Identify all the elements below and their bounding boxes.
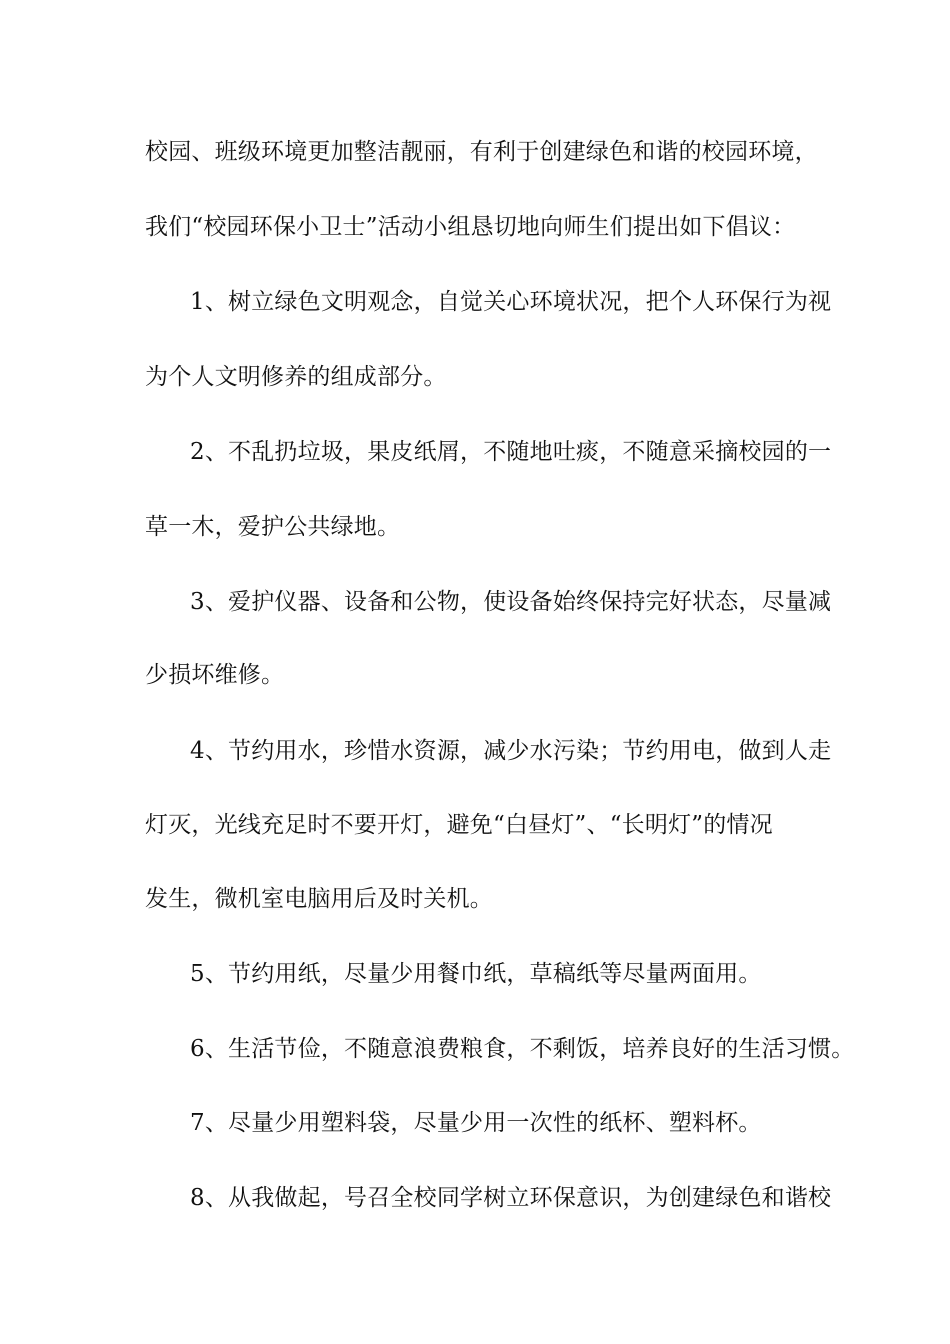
list-item-5-line: 5、节约用纸，尽量少用餐巾纸，草稿纸等尽量两面用。 xyxy=(190,961,762,987)
text-line: 灯灭，光线充足时不要开灯，避免“白昼灯”、“长明灯”的情况 xyxy=(145,812,773,838)
text-line: 我们“校园环保小卫士”活动小组恳切地向师生们提出如下倡议： xyxy=(145,214,796,240)
text-line: 校园、班级环境更加整洁靓丽，有利于创建绿色和谐的校园环境， xyxy=(145,139,818,165)
list-item-8-line: 8、从我做起，号召全校同学树立环保意识，为创建绿色和谐校 xyxy=(190,1185,832,1211)
list-item-1-line: 1、树立绿色文明观念，自觉关心环境状况，把个人环保行为视 xyxy=(190,289,832,315)
list-item-4-line: 4、节约用水，珍惜水资源，减少水污染；节约用电，做到人走 xyxy=(190,738,832,764)
list-item-6-line: 6、生活节俭，不随意浪费粮食，不剩饭，培养良好的生活习惯。 xyxy=(190,1036,855,1062)
list-item-3-line: 3、爱护仪器、设备和公物，使设备始终保持完好状态，尽量减 xyxy=(190,589,832,615)
text-line: 发生，微机室电脑用后及时关机。 xyxy=(145,886,493,912)
list-item-2-line: 2、不乱扔垃圾，果皮纸屑，不随地吐痰，不随意采摘校园的一 xyxy=(190,439,832,465)
list-item-7-line: 7、尽量少用塑料袋，尽量少用一次性的纸杯、塑料杯。 xyxy=(190,1110,762,1136)
text-line: 为个人文明修养的组成部分。 xyxy=(145,364,447,390)
text-line: 少损坏维修。 xyxy=(145,662,285,688)
text-line: 草一木，爱护公共绿地。 xyxy=(145,514,401,540)
